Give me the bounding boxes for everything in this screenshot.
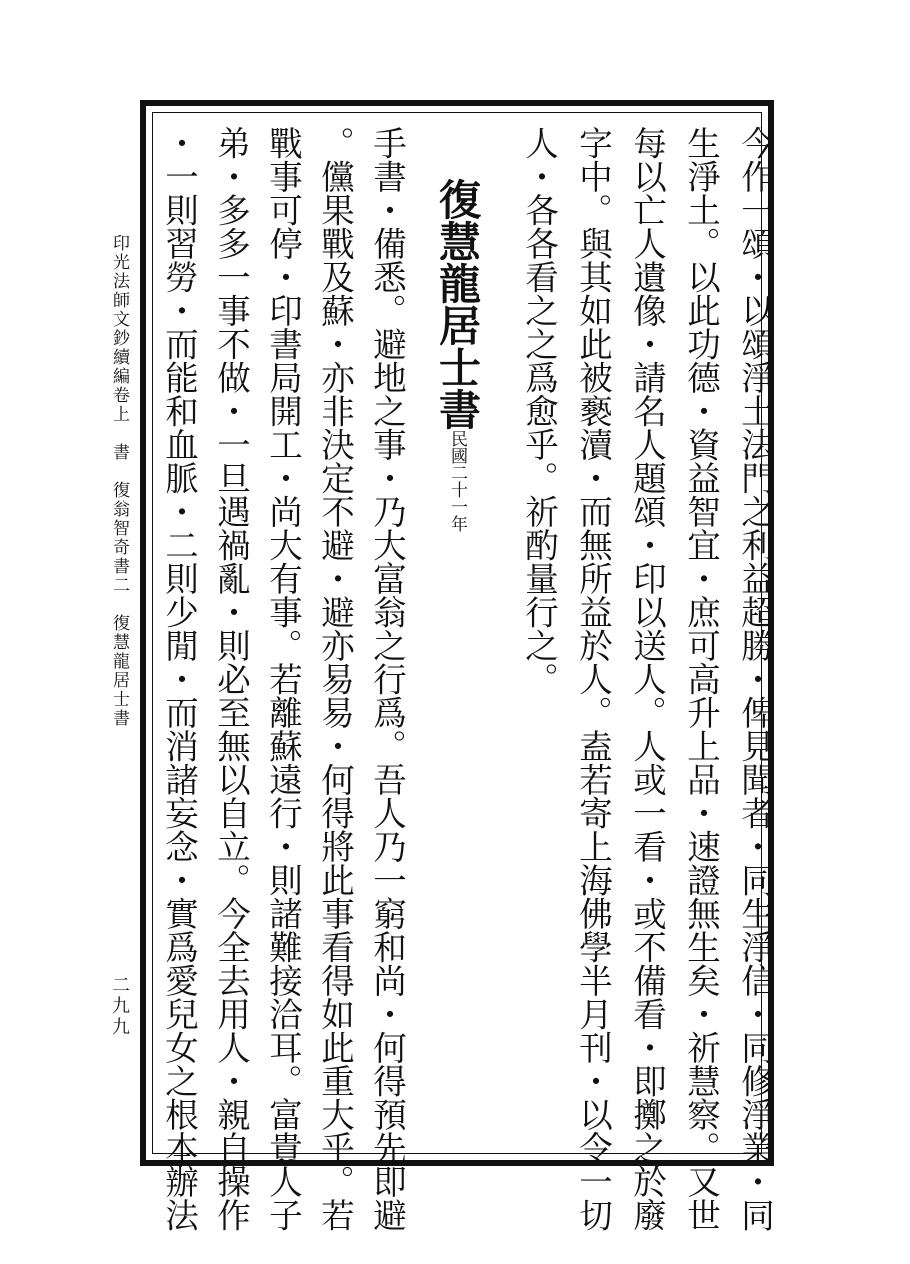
letter-title: 復慧龍居士書 bbox=[433, 178, 482, 430]
letter-body-column-4: 弟・多多一事不做・一旦遇禍亂・則必至無以自立。今全去用人・親自操作 bbox=[211, 126, 251, 1232]
letter-body-column-3: 戰事可停・印書局開工・尚大有事。若離蘇遠行・則諸難接洽耳。富貴人子 bbox=[263, 126, 303, 1232]
page-number: 二九九 bbox=[109, 975, 130, 1038]
prev-letter-column-3: 每以亡人遺像・請名人題頌・印以送人。人或一看・或不備看・即擲之於廢 bbox=[627, 126, 667, 1232]
letter-body-column-2: 。儻果戰及蘇・亦非決定不避・避亦易易・何得將此事看得如此重大乎。若 bbox=[315, 126, 355, 1232]
prev-letter-column-2: 生淨土。以此功德・資益智宜・庶可高升上品・速證無生矣・祈慧察。又世 bbox=[681, 126, 721, 1232]
letter-body-column-1: 手書・備悉。避地之事・乃大富翁之行爲。吾人乃一窮和尚・何得預先即避 bbox=[367, 126, 407, 1232]
running-head: 印光法師文鈔續編卷上 書 復翁智奇書二 復慧龍居士書 bbox=[109, 234, 129, 728]
prev-letter-column-4: 字中。與其如此被褻瀆・而無所益於人。盍若寄上海佛學半月刊・以令一切 bbox=[573, 126, 613, 1232]
prev-letter-column-1: 今作一頌・以頌淨土法門之利益超勝・俾見聞者・同生淨信・同修淨業・同 bbox=[735, 126, 775, 1232]
letter-body-column-5: ・一則習勞・而能和血脈・二則少閒・而消諸妄念・實爲愛兒女之根本辦法 bbox=[159, 126, 199, 1232]
prev-letter-column-5: 人・各各看之之爲愈乎。祈酌量行之。 bbox=[519, 126, 559, 696]
letter-date: 民國二十一年 bbox=[447, 430, 467, 532]
